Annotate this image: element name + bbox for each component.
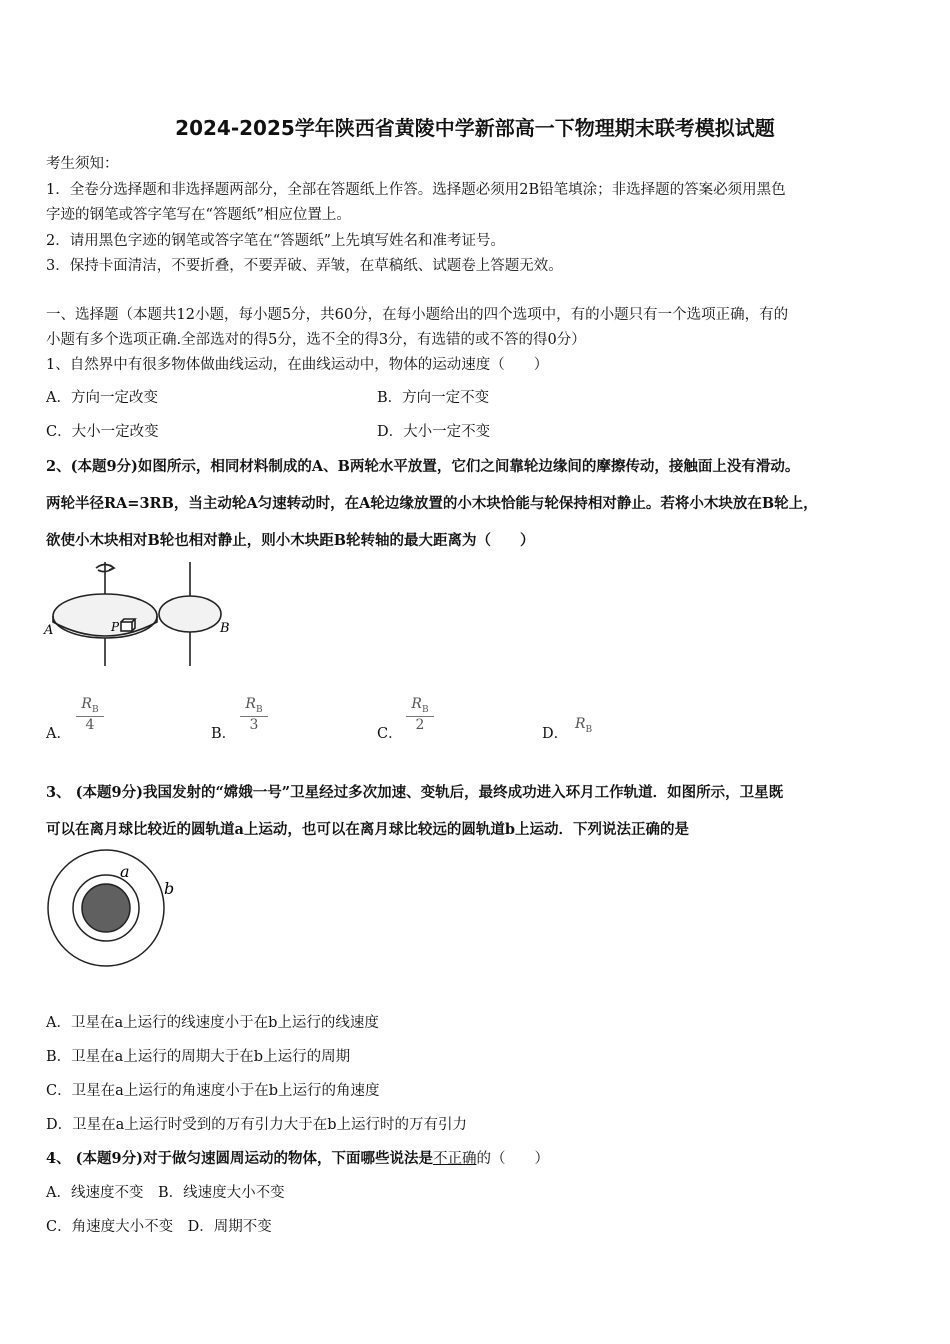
fig-label-b: B <box>220 621 230 636</box>
q4-options-ab: A．线速度不变 B．线速度大小不变 <box>46 1185 285 1201</box>
q1-option-b: B．方向一定不变 <box>377 390 490 406</box>
fig-label-orbit-a: a <box>120 862 130 881</box>
q2-option-d: D． <box>542 726 569 742</box>
q3-line-2: 可以在离月球比较近的圆轨道a上运动，也可以在离月球比较远的圆轨道b上运动．下列说法正确的是 <box>46 821 690 838</box>
q2-option-d-value: $R_B$ <box>575 716 593 735</box>
section-1-instructions-b: 小题有多个选项正确.全部选对的得5分，选不全的得3分，有选错的或不答的得0分） <box>46 332 586 348</box>
q3-line-1: 3、 (本题9分)我国发射的“嫦娥一号”卫星经过多次加速、变轨后，最终成功进入环月工作轨道．如图所示，卫星既 <box>46 784 784 801</box>
fig-label-p: P <box>111 620 120 634</box>
notice-item-2: 2．请用黑色字迹的钢笔或答字笔在“答题纸”上先填写姓名和准考证号。 <box>46 233 506 249</box>
orbit-figure <box>44 846 184 974</box>
q2-option-a-fraction: $\frac{R_B}{4}$ <box>76 696 104 733</box>
q2-option-a: A． <box>46 726 71 742</box>
notice-item-3: 3．保持卡面清洁，不要折叠，不要弄破、弄皱，在草稿纸、试题卷上答题无效。 <box>46 258 563 274</box>
notice-item-1a: 1．全卷分选择题和非选择题两部分，全部在答题纸上作答。选择题必须用2B铅笔填涂；非选择题的答案必须用黑色 <box>46 182 786 198</box>
wheels-figure <box>40 556 240 668</box>
q1-option-d: D．大小一定不变 <box>377 424 491 440</box>
q1-stem: 1、自然界中有很多物体做曲线运动，在曲线运动中，物体的运动速度（ ） <box>46 357 549 373</box>
section-1-instructions-a: 一、选择题（本题共12小题，每小题5分，共60分，在每小题给出的四个选项中，有的小题只有一个选项正确，有的 <box>46 307 789 323</box>
notice-heading: 考生须知： <box>46 156 119 172</box>
q3-option-c: C．卫星在a上运行的角速度小于在b上运行的角速度 <box>46 1083 380 1099</box>
q2-option-b: B． <box>211 726 237 742</box>
q1-option-c: C．大小一定改变 <box>46 424 159 440</box>
q2-option-b-fraction: $\frac{R_B}{3}$ <box>240 696 268 733</box>
q4-options-cd: C．角速度大小不变 D．周期不变 <box>46 1219 272 1235</box>
notice-item-1b: 字迹的钢笔或答字笔写在“答题纸”相应位置上。 <box>46 207 351 223</box>
fig-label-a: A <box>44 623 54 638</box>
q2-line-1: 2、(本题9分)如图所示，相同材料制成的A、B两轮水平放置，它们之间靠轮边缘间的摩擦传动，接触面上没有滑动。 <box>46 458 800 475</box>
page-title: 2024-2025学年陕西省黄陵中学新部高一下物理期末联考模拟试题 <box>175 116 775 140</box>
q4-stem: 4、 (本题9分)对于做匀速圆周运动的物体，下面哪些说法是不正确的（ ） <box>46 1150 549 1167</box>
q3-option-a: A．卫星在a上运行的线速度小于在b上运行的线速度 <box>46 1015 379 1031</box>
q2-option-c-fraction: $\frac{R_B}{2}$ <box>406 696 434 733</box>
q2-line-2: 两轮半径RA=3RB，当主动轮A匀速转动时，在A轮边缘放置的小木块恰能与轮保持相对静止。若将小木块放在B轮上， <box>46 495 818 512</box>
q3-option-d: D．卫星在a上运行时受到的万有引力大于在b上运行时的万有引力 <box>46 1117 468 1133</box>
q3-option-b: B．卫星在a上运行的周期大于在b上运行的周期 <box>46 1049 351 1065</box>
q1-option-a: A．方向一定改变 <box>46 390 158 406</box>
q2-option-c: C． <box>377 726 403 742</box>
q2-line-3: 欲使小木块相对B轮也相对静止，则小木块距B轮转轴的最大距离为（ ） <box>46 532 535 549</box>
fig-label-orbit-b: b <box>164 879 175 898</box>
